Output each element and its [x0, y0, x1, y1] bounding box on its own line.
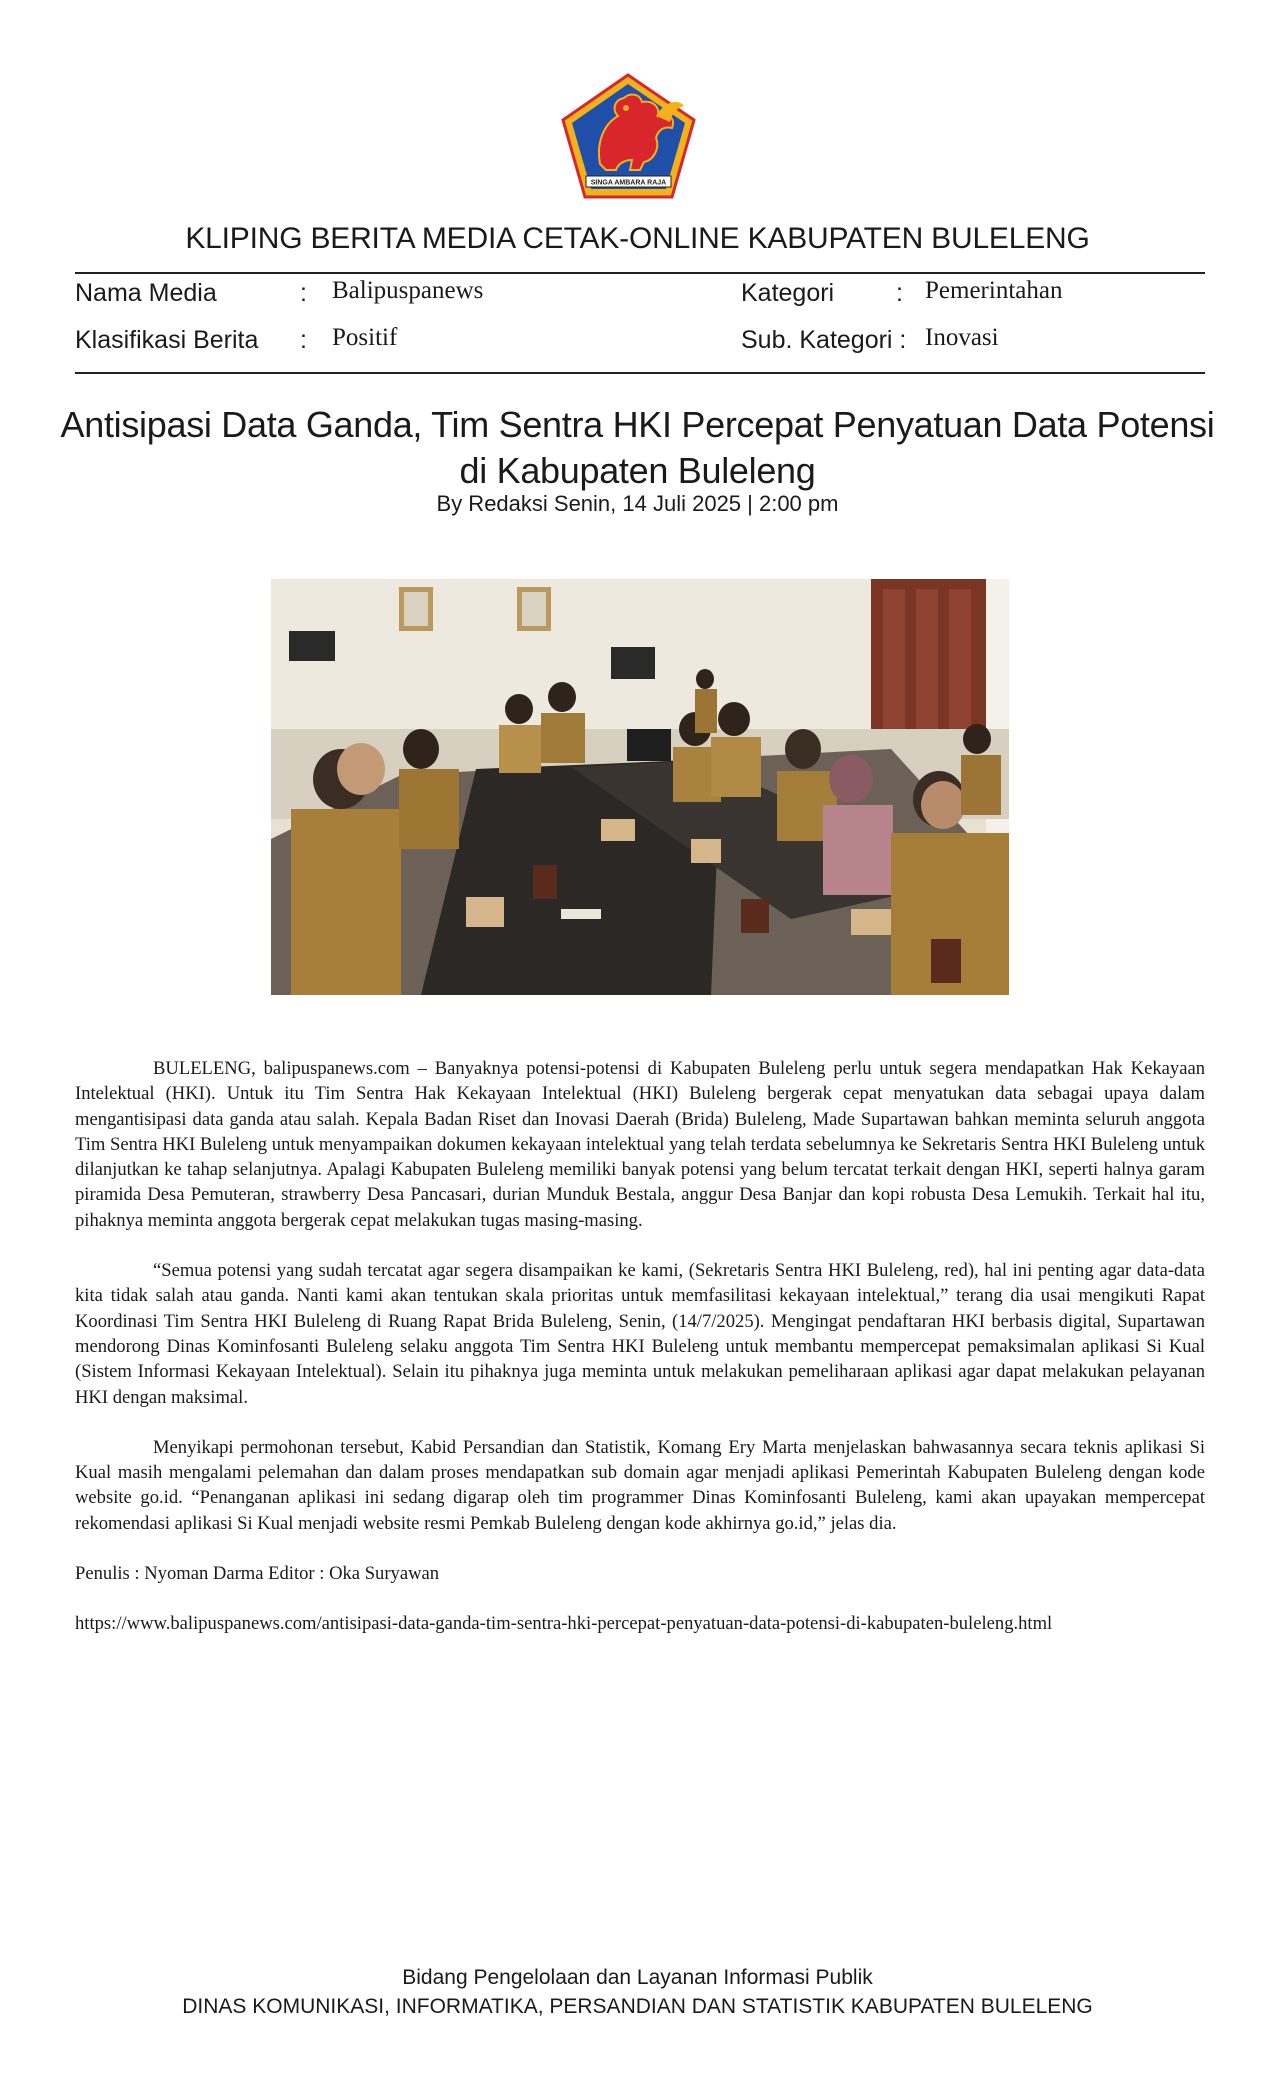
klasifikasi-label: Klasifikasi Berita — [75, 326, 259, 354]
article-title-line-2: di Kabupaten Buleleng — [459, 450, 816, 491]
clipping-heading: KLIPING BERITA MEDIA CETAK-ONLINE KABUPATEN BULELENG — [185, 222, 1090, 255]
article-paragraph-2: “Semua potensi yang sudah tercatat agar segera disampaikan ke kami, (Sekretaris Sentra HKI Buleleng, red), hal ini penting agar data-data kita tidak salah atau ganda. Nanti kami akan tentukan skala prioritas untuk memfasilitasi kekayaan intelektual,” terang dia usai mengikuti Rapat Koordinasi Tim Sentra HKI Buleleng di Ruang Rapat Brida Buleleng, Senin, (14/7/2025). Mengingat pendaftaran HKI berbasis digital, Supartawan mendorong Dinas Kominfosanti Buleleng selaku anggota Tim Sentra HKI Buleleng untuk membantu mempercepat pemaksimalan aplikasi Si Kual (Sistem Informasi Kekayaan Intelektual). Selain itu pihaknya juga meminta untuk melakukan pemeliharaan aplikasi agar dapat melakukan pelayanan HKI dengan maksimal. — [75, 1260, 1205, 1408]
footer-unit: Bidang Pengelolaan dan Layanan Informasi Publik — [402, 1966, 873, 1989]
article-title — [60, 402, 1215, 494]
article-paragraph-3: Menyikapi permohonan tersebut, Kabid Persandian dan Statistik, Komang Ery Marta menjelaskan bahwasannya secara teknis aplikasi Si Kual masih mengalami pelemahan dan dalam proses mendapatkan sub domain agar menjadi aplikasi Pemerintah Kabupaten Buleleng dengan kode website go.id. “Penanganan aplikasi ini sedang digarap oleh tim programmer Dinas Kominfosanti Buleleng, kami akan upayakan mempercepat rekomendasi aplikasi Si Kual menjadi website resmi Pemkab Buleleng dengan kode akhirnya go.id,” jelas dia. — [75, 1436, 1205, 1534]
article-source-url: https://www.balipuspanews.com/antisipasi-data-ganda-tim-sentra-hki-percepat-penyatuan-data-potensi-di-kabupaten-buleleng.html — [75, 1613, 1053, 1635]
media-value: Balipuspanews — [332, 277, 484, 304]
article-photo — [271, 579, 1009, 995]
article-byline: By Redaksi Senin, 14 Juli 2025 | 2:00 pm — [436, 491, 839, 516]
subkategori-label: Sub. Kategori : — [741, 326, 907, 354]
top-divider — [75, 272, 1205, 274]
media-label: Nama Media — [75, 279, 217, 307]
kategori-separator: : — [896, 279, 903, 307]
article-credits: Penulis : Nyoman Darma Editor : Oka Suryawan — [75, 1563, 440, 1585]
kategori-label: Kategori — [741, 279, 835, 307]
media-separator: : — [300, 279, 307, 307]
article-body — [75, 1056, 1205, 1662]
article-title-line-1: Antisipasi Data Ganda, Tim Sentra HKI Percepat Penyatuan Data Potensi — [60, 404, 1215, 445]
meta-bottom-divider — [75, 372, 1205, 374]
kabupaten-buleleng-logo — [560, 72, 697, 200]
article-paragraph-1: BULELENG, balipuspanews.com – Banyaknya potensi-potensi di Kabupaten Buleleng perlu untuk segera mendapatkan Hak Kekayaan Intelektual (HKI). Untuk itu Tim Sentra Hak Kekayaan Intelektual (HKI) Buleleng bergerak cepat menyatukan data sebagai upaya dalam mengantisipasi data ganda atau salah. Kepala Badan Riset dan Inovasi Daerah (Brida) Buleleng, Made Supartawan bahkan meminta seluruh anggota Tim Sentra HKI Buleleng untuk menyampaikan dokumen kekayaan intelektual yang telah terdata sebelumnya ke Sekretaris Sentra HKI Buleleng untuk dilanjutkan ke tahap selanjutnya. Apalagi Kabupaten Buleleng memiliki banyak potensi yang belum tercatat terkait dengan HKI, seperti halnya garam piramida Desa Pemuteran, strawberry Desa Pancasari, durian Munduk Bestala, anggur Desa Banjar dan kopi robusta Desa Lemukih. Terkait hal itu, pihaknya meminta anggota bergerak cepat melakukan tugas masing-masing. — [75, 1058, 1205, 1231]
kategori-value: Pemerintahan — [925, 277, 1063, 304]
footer-agency: DINAS KOMUNIKASI, INFORMATIKA, PERSANDIAN DAN STATISTIK KABUPATEN BULELENG — [182, 1995, 1093, 2018]
subkategori-value: Inovasi — [925, 324, 999, 351]
klasifikasi-separator: : — [300, 326, 307, 354]
logo-motto: SINGA AMBARA RAJA — [590, 179, 667, 187]
klasifikasi-value: Positif — [332, 324, 398, 351]
